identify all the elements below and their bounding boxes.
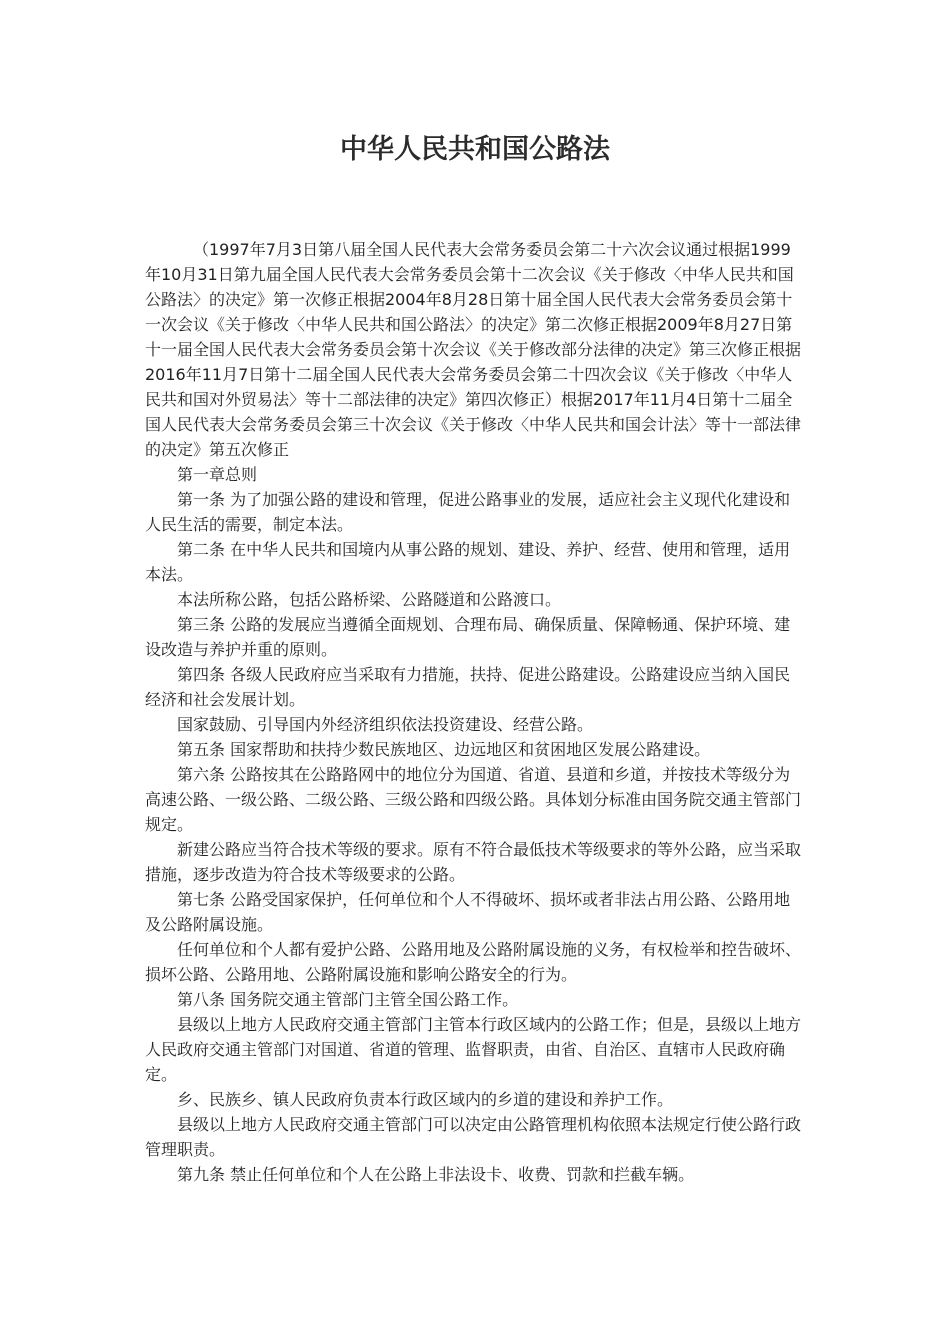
document-title: 中华人民共和国公路法 — [340, 134, 610, 165]
article-paragraph: 第七条 公路受国家保护，任何单位和个人不得破坏、损坏或者非法占用公路、公路用地及公路附属设施。 — [145, 890, 791, 934]
article-paragraph: 第四条 各级人民政府应当采取有力措施，扶持、促进公路建设。公路建设应当纳入国民经济和社会发展计划。 — [145, 665, 791, 709]
article-paragraph: 县级以上地方人民政府交通主管部门主管本行政区域内的公路工作；但是，县级以上地方人民政府交通主管部门对国道、省道的管理、监督职责，由省、自治区、直辖市人民政府确定。 — [145, 1015, 802, 1084]
article-paragraph: 任何单位和个人都有爱护公路、公路用地及公路附属设施的义务，有权检举和控告破坏、损坏公路、公路用地、公路附属设施和影响公路安全的行为。 — [145, 940, 802, 984]
article-paragraph: 新建公路应当符合技术等级的要求。原有不符合最低技术等级要求的等外公路，应当采取措施，逐步改造为符合技术等级要求的公路。 — [145, 840, 802, 884]
article-paragraph: 第二条 在中华人民共和国境内从事公路的规划、建设、养护、经营、使用和管理，适用本法。 — [145, 540, 791, 584]
article-paragraph: 第六条 公路按其在公路路网中的地位分为国道、省道、县道和乡道，并按技术等级分为高速公路、一级公路、二级公路、三级公路和四级公路。具体划分标准由国务院交通主管部门规定。 — [145, 765, 802, 834]
chapter-heading: 第一章总则 — [177, 465, 258, 484]
article-paragraph: 本法所称公路，包括公路桥梁、公路隧道和公路渡口。 — [177, 590, 562, 609]
article-paragraph: 第一条 为了加强公路的建设和管理，促进公路事业的发展，适应社会主义现代化建设和人民生活的需要，制定本法。 — [145, 490, 791, 534]
article-paragraph: 第五条 国家帮助和扶持少数民族地区、边远地区和贫困地区发展公路建设。 — [177, 740, 711, 759]
document-body — [145, 237, 805, 1187]
preamble-paragraph: （1997年7月3日第八届全国人民代表大会常务委员会第二十六次会议通过根据1999年10月31日第九届全国人民代表大会常务委员会第十二次会议《关于修改〈中华人民共和国公路法〉的决定》第一次修正根据2004年8月28日第十届全国人民代表大会常务委员会第十一次会议《关于修改〈中华人民共和国公路法〉的决定》第二次修正根据2009年8月27日第十一届全国人民代表大会常务委员会第十次会议《关于修改部分法律的决定》第三次修正根据2016年11月7日第十二届全国人民代表大会常务委员会第二十四次会议《关于修改〈中华人民共和国对外贸易法〉等十二部法律的决定》第四次修正）根据2017年11月4日第十二届全国人民代表大会常务委员会第三十次会议《关于修改〈中华人民共和国会计法〉等十一部法律的决定》第五次修正 — [145, 240, 802, 459]
article-paragraph: 乡、民族乡、镇人民政府负责本行政区域内的乡道的建设和养护工作。 — [177, 1090, 674, 1109]
article-paragraph: 第三条 公路的发展应当遵循全面规划、合理布局、确保质量、保障畅通、保护环境、建设改造与养护并重的原则。 — [145, 615, 791, 659]
article-paragraph: 第八条 国务院交通主管部门主管全国公路工作。 — [177, 990, 519, 1009]
article-paragraph: 第九条 禁止任何单位和个人在公路上非法设卡、收费、罚款和拦截车辆。 — [177, 1165, 695, 1184]
article-paragraph: 国家鼓励、引导国内外经济组织依法投资建设、经营公路。 — [177, 715, 594, 734]
article-paragraph: 县级以上地方人民政府交通主管部门可以决定由公路管理机构依照本法规定行使公路行政管理职责。 — [145, 1115, 802, 1159]
